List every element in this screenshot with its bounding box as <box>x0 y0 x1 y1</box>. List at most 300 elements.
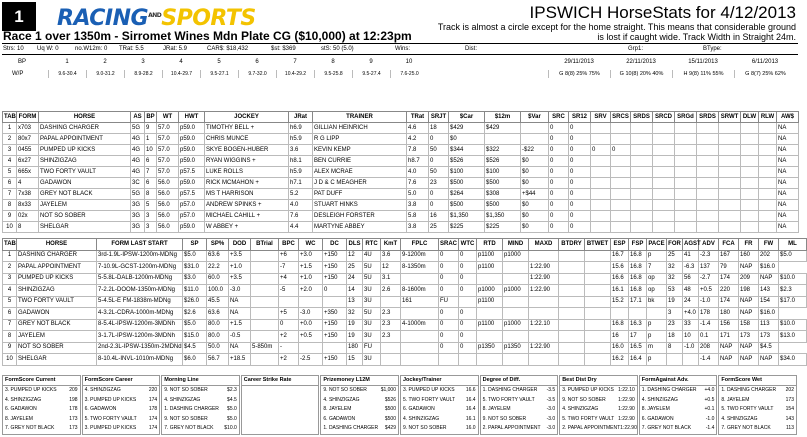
table-cell: TWO FORTY VAULT <box>39 167 131 178</box>
summary-header: Best Dist Dry <box>560 376 637 386</box>
table-cell: 1:22.90 <box>529 342 559 354</box>
table-cell <box>251 331 279 343</box>
column-header: DLS <box>347 239 363 251</box>
stats-item: Grp1: <box>628 46 644 52</box>
table-cell: 56 <box>683 273 699 285</box>
table-cell: NA <box>777 211 799 222</box>
form-row <box>3 273 807 285</box>
table-cell: $429 <box>449 123 485 134</box>
summary-header: FormScore Wet <box>719 376 796 386</box>
table-cell <box>521 123 549 134</box>
column-header: MAXD <box>529 239 559 251</box>
table-cell: 3rd-1.9L-IPSW-1200m-MDNg <box>97 250 183 262</box>
summary-horse: 3. PUMPED UP KICKS <box>403 387 455 393</box>
table-cell: FU <box>363 342 381 354</box>
column-header: SRV <box>591 112 611 123</box>
table-cell: 32 <box>667 273 683 285</box>
bp-val: 9.7-32.0 <box>238 70 276 78</box>
table-cell <box>485 134 521 145</box>
table-cell: NA <box>229 308 251 320</box>
table-cell <box>697 222 719 233</box>
summary-entry <box>3 424 80 434</box>
table-cell: 56.0 <box>157 178 179 189</box>
table-cell: R G LIPP <box>313 134 407 145</box>
table-cell: +18.5 <box>229 354 251 366</box>
table-cell: +2 <box>279 354 299 366</box>
table-cell: GADAWON <box>39 178 131 189</box>
table-cell: +4 <box>279 273 299 285</box>
summary-entry <box>401 396 478 406</box>
summary-header: Degree of Diff. <box>481 376 558 386</box>
table-cell: 3 <box>3 273 17 285</box>
table-cell: 10 <box>3 222 17 233</box>
table-cell: 16.0 <box>611 342 629 354</box>
table-cell: 8-10.4L-INVL-1010m-MDNg <box>97 354 183 366</box>
summary-value: +0.1 <box>704 406 715 412</box>
table-cell <box>741 211 759 222</box>
table-cell <box>697 211 719 222</box>
bp-val: 9.5-27.4 <box>352 70 390 78</box>
table-cell: 2.3 <box>381 319 401 331</box>
table-cell: 5-850m <box>251 342 279 354</box>
table-cell <box>611 156 631 167</box>
table-cell: h8.1 <box>289 156 313 167</box>
summary-horse: 9. NOT SO SOBER <box>323 387 367 393</box>
meeting-date: 15/11/2013 <box>688 59 718 65</box>
table-cell: 3 <box>3 145 17 156</box>
table-cell: 5.0 <box>407 189 429 200</box>
table-cell: p57.5 <box>179 189 205 200</box>
table-cell <box>675 134 697 145</box>
table-cell <box>741 145 759 156</box>
stats-item: $st: $369 <box>271 46 296 52</box>
table-cell <box>675 156 697 167</box>
table-cell: 41 <box>683 250 699 262</box>
meeting-stat: G 8(7) 25% 62% <box>734 70 796 78</box>
table-cell: NAP <box>719 354 739 366</box>
table-cell: 8x33 <box>17 200 39 211</box>
table-cell <box>629 308 647 320</box>
table-cell <box>741 123 759 134</box>
table-cell: 174 <box>719 273 739 285</box>
form-row <box>3 285 807 297</box>
barrier-position-block <box>2 56 432 80</box>
summary-column <box>400 375 479 435</box>
table-cell: 167 <box>719 250 739 262</box>
table-cell: MS T HARRISON <box>205 189 289 200</box>
table-cell: 4G <box>131 145 145 156</box>
table-cell: +2.0 <box>299 285 323 297</box>
column-header: BTDRY <box>559 239 585 251</box>
table-cell: -1.4 <box>699 354 719 366</box>
summary-value: $526 <box>384 396 396 403</box>
bp-val: 9.5-25.8 <box>314 70 352 78</box>
column-header: TAB <box>3 112 17 123</box>
table-cell: +150 <box>323 273 347 285</box>
table-cell: PAPAL APPOINTMENT <box>17 262 97 274</box>
column-header: JOCKEY <box>205 112 289 123</box>
table-cell <box>585 273 611 285</box>
table-cell <box>611 200 631 211</box>
column-header: DLW <box>741 112 759 123</box>
summary-entry <box>321 415 398 425</box>
table-cell: $2.6 <box>183 308 207 320</box>
summary-horse: 4. SHINZIGZAG <box>323 396 360 403</box>
table-cell: 3G <box>131 200 145 211</box>
table-cell <box>631 156 653 167</box>
table-cell: JAYELEM <box>17 331 97 343</box>
summary-horse: 4. SHINZIGZAG <box>721 415 758 422</box>
summary-horse: 9. NOT SO SOBER <box>164 415 208 422</box>
table-cell: $0 <box>521 167 549 178</box>
table-cell: 173 <box>739 331 759 343</box>
table-cell: 198 <box>739 285 759 297</box>
table-cell: TIMOTHY BELL + <box>205 123 289 134</box>
table-cell: CHRIS MUNCE <box>205 134 289 145</box>
horse-row <box>3 211 799 222</box>
table-cell: 3U <box>363 354 381 366</box>
column-header: PACE <box>647 239 667 251</box>
table-cell: $5.0 <box>183 250 207 262</box>
summary-entry <box>481 415 558 425</box>
meeting-stat: G 8(8) 25% 75% <box>548 70 610 78</box>
table-cell: -1.0 <box>683 342 699 354</box>
table-cell: 0 <box>549 145 569 156</box>
table-cell: p59.0 <box>179 178 205 189</box>
table-cell: 1:22.90 <box>529 262 559 274</box>
table-cell: h7.1 <box>289 178 313 189</box>
stats-item: TRat: 5.5 <box>119 46 144 52</box>
summary-entry <box>83 396 160 406</box>
summary-horse: 2. PAPAL APPOINTMENT <box>562 425 621 431</box>
table-cell: 53 <box>667 285 683 297</box>
table-cell <box>503 262 529 274</box>
column-header: WC <box>299 239 323 251</box>
table-cell: 25 <box>667 250 683 262</box>
form-row <box>3 354 807 366</box>
table-cell <box>251 273 279 285</box>
table-cell <box>459 296 477 308</box>
table-cell: 24 <box>683 296 699 308</box>
table-cell: 0 <box>429 189 449 200</box>
table-cell: -5 <box>279 285 299 297</box>
table-cell: 19 <box>347 319 363 331</box>
table-cell <box>323 342 347 354</box>
table-cell: 4-3.2L-CDRA-1000m-MDNg <box>97 308 183 320</box>
bp-val: 10.4-29.2 <box>276 70 314 78</box>
table-cell: RICK MCMAHON + <box>205 178 289 189</box>
table-cell: 1:22.90 <box>529 273 559 285</box>
meeting-date: 22/11/2013 <box>626 59 656 65</box>
bp-val: 8.9-28.2 <box>124 70 162 78</box>
table-cell: $322 <box>485 145 521 156</box>
table-cell: 7-10.9L-GCST-1200m-MDNg <box>97 262 183 274</box>
bp-col: 2 <box>103 59 107 65</box>
table-cell <box>585 308 611 320</box>
summary-value: 174 <box>148 396 158 403</box>
table-cell <box>559 273 585 285</box>
table-cell: 4U <box>363 250 381 262</box>
table-cell <box>591 211 611 222</box>
table-cell: 48 <box>683 285 699 297</box>
table-cell: NA <box>229 296 251 308</box>
bp-col: 3 <box>141 59 145 65</box>
table-cell: 2nd-2.3L-IPSW-1350m-2MDNd <box>97 342 183 354</box>
bp-val: 10.4-29.7 <box>162 70 200 78</box>
table-cell: 32 <box>347 308 363 320</box>
table-cell: 7.6 <box>289 211 313 222</box>
table-cell <box>697 134 719 145</box>
table-cell: -2.5 <box>299 354 323 366</box>
summary-horse: 5. TWO FORTY VAULT <box>403 396 456 403</box>
table-cell: 3.1 <box>381 273 401 285</box>
table-cell: NA <box>777 145 799 156</box>
form-row <box>3 342 807 354</box>
table-cell: $26.0 <box>183 296 207 308</box>
column-header: FORM LAST START <box>97 239 183 251</box>
table-cell <box>559 342 585 354</box>
table-cell <box>759 211 777 222</box>
table-cell: NAP <box>739 342 759 354</box>
summary-horse: 3. PUMPED UP KICKS <box>5 387 57 393</box>
column-header: MIND <box>503 239 529 251</box>
summary-value: -3.0 <box>546 406 556 412</box>
summary-column <box>480 375 559 435</box>
table-cell: 202 <box>759 250 779 262</box>
table-cell <box>559 354 585 366</box>
table-cell: $100 <box>449 167 485 178</box>
table-cell: NOT SO SOBER <box>17 342 97 354</box>
table-cell: +150 <box>323 354 347 366</box>
table-cell: 143 <box>759 285 779 297</box>
table-cell <box>675 123 697 134</box>
table-cell: 0 <box>569 123 591 134</box>
table-cell: 137 <box>699 262 719 274</box>
table-cell: PAT DUFF <box>313 189 407 200</box>
column-header: FW <box>759 239 779 251</box>
page-title: IPSWICH HorseStats for 4/12/2013 <box>529 3 796 22</box>
table-cell: 0 <box>549 211 569 222</box>
table-cell <box>559 319 585 331</box>
table-cell <box>559 285 585 297</box>
column-header: SRJT <box>429 112 449 123</box>
table-cell: 56.7 <box>207 354 229 366</box>
table-cell: 220 <box>719 285 739 297</box>
summary-entry <box>3 415 80 425</box>
column-header: SRCD <box>653 112 675 123</box>
column-header: SRGd <box>675 112 697 123</box>
table-cell: $500 <box>485 200 521 211</box>
table-cell: NAP <box>739 296 759 308</box>
table-cell: 5.2 <box>289 189 313 200</box>
table-cell: 0455 <box>17 145 39 156</box>
summary-header: Jockey/Trainer <box>401 376 478 386</box>
summary-value: 16.6 <box>465 387 476 393</box>
table-cell: 7 <box>3 319 17 331</box>
table-cell: 8 <box>145 189 157 200</box>
table-cell: 208 <box>699 342 719 354</box>
table-cell <box>697 189 719 200</box>
table-cell <box>251 319 279 331</box>
table-cell: 23 <box>429 178 449 189</box>
table-cell: 7x38 <box>17 189 39 200</box>
table-cell <box>653 123 675 134</box>
table-cell: +1.0 <box>299 273 323 285</box>
table-cell <box>653 211 675 222</box>
table-cell: 50 <box>429 145 449 156</box>
table-cell: 4.4 <box>289 222 313 233</box>
table-cell <box>591 178 611 189</box>
table-cell: 0 <box>549 200 569 211</box>
table-cell: +350 <box>323 308 347 320</box>
summary-entry <box>321 405 398 415</box>
table-cell: 0 <box>459 342 477 354</box>
table-cell <box>381 342 401 354</box>
summary-value: -3.5 <box>546 396 556 403</box>
table-cell <box>653 145 675 156</box>
summary-horse: 5. TWO FORTY VAULT <box>721 406 774 412</box>
table-cell: 17 <box>629 331 647 343</box>
table-cell: $100 <box>485 167 521 178</box>
column-header: FR <box>739 239 759 251</box>
column-header: AGST <box>683 239 699 251</box>
bp-col: 6 <box>255 59 259 65</box>
table-cell: -0.5 <box>229 331 251 343</box>
column-header: BTWET <box>585 239 611 251</box>
table-cell: 79 <box>719 262 739 274</box>
column-header: DOD <box>229 239 251 251</box>
table-cell <box>719 178 741 189</box>
table-cell: KEVIN KEMP <box>313 145 407 156</box>
table-cell: MARTYNE ABBEY <box>313 222 407 233</box>
column-header: DC <box>323 239 347 251</box>
table-cell: $264 <box>449 189 485 200</box>
column-header: SRC <box>549 112 569 123</box>
summary-horse: 9. NOT SO SOBER <box>562 396 606 403</box>
summary-horse: 1. DASHING CHARGER <box>482 387 538 393</box>
table-cell: SHINZIGZAG <box>39 156 131 167</box>
summary-header: FormScore Career <box>83 376 160 386</box>
bp-val: 7.6-25.0 <box>390 70 428 78</box>
table-cell: NAP <box>739 308 759 320</box>
table-header-row <box>3 112 799 123</box>
meeting-stat: H 9(8) 11% 55% <box>672 70 734 78</box>
table-cell <box>477 308 503 320</box>
table-cell <box>251 308 279 320</box>
table-cell: 8 <box>3 331 17 343</box>
table-cell: $225 <box>449 222 485 233</box>
horse-row <box>3 156 799 167</box>
table-cell: $0 <box>521 178 549 189</box>
table-cell: NA <box>777 189 799 200</box>
stats-item: Uq W: 0 <box>37 46 59 52</box>
table-cell: 0 <box>569 200 591 211</box>
table-cell <box>251 285 279 297</box>
column-header: $12m <box>485 112 521 123</box>
table-cell: 80.0 <box>207 319 229 331</box>
summary-entry <box>481 405 558 415</box>
table-cell: 5U <box>363 273 381 285</box>
table-cell <box>667 354 683 366</box>
summary-entry <box>719 415 796 425</box>
table-cell: - <box>279 342 299 354</box>
table-cell: $0 <box>449 134 485 145</box>
table-cell <box>653 222 675 233</box>
table-cell: 3.6 <box>381 250 401 262</box>
table-cell: 6 <box>3 308 17 320</box>
table-cell: 4.0 <box>289 200 313 211</box>
table-cell: +1.5 <box>299 262 323 274</box>
table-cell: 0 <box>569 167 591 178</box>
column-header: ESP <box>611 239 629 251</box>
summary-entry <box>162 396 239 406</box>
table-cell: 0.1 <box>699 331 719 343</box>
table-cell: $17.0 <box>779 296 807 308</box>
table-cell: 16.6 <box>611 273 629 285</box>
summary-entry <box>640 424 717 434</box>
table-cell <box>529 354 559 366</box>
table-cell: $11.0 <box>183 285 207 297</box>
table-cell: $526 <box>449 156 485 167</box>
table-cell: p59.0 <box>179 145 205 156</box>
summary-horse: 1. DASHING CHARGER <box>641 387 697 393</box>
table-cell: 0 <box>439 342 459 354</box>
table-cell <box>759 145 777 156</box>
table-cell <box>741 222 759 233</box>
table-cell: p <box>647 354 667 366</box>
table-cell <box>675 189 697 200</box>
table-cell <box>611 222 631 233</box>
column-header: RTC <box>363 239 381 251</box>
table-cell: 1 <box>145 134 157 145</box>
table-cell <box>653 200 675 211</box>
table-cell: 3.6 <box>289 145 313 156</box>
summary-value: 16.4 <box>465 396 476 403</box>
table-cell: 1 <box>3 250 17 262</box>
summary-entry <box>640 396 717 406</box>
column-header: HORSE <box>17 239 97 251</box>
table-cell: p1100 <box>477 250 503 262</box>
table-cell: PAPAL APPOINTMENT <box>39 134 131 145</box>
table-cell: $10.0 <box>779 273 807 285</box>
summary-horse: 4. SHINZIGZAG <box>562 406 599 412</box>
table-cell <box>719 145 741 156</box>
table-cell: 1:22.90 <box>529 285 559 297</box>
column-header: TRat <box>407 112 429 123</box>
table-cell: op <box>647 273 667 285</box>
summary-value: 1:22.90 <box>618 406 635 412</box>
table-cell: $6.0 <box>183 354 207 366</box>
table-cell: 0 <box>429 156 449 167</box>
table-cell: SHELGAR <box>17 354 97 366</box>
table-cell <box>529 250 559 262</box>
table-cell: 22.2 <box>207 262 229 274</box>
table-cell: 0 <box>611 145 631 156</box>
summary-entry <box>321 386 398 396</box>
table-cell <box>719 123 741 134</box>
summary-entry <box>719 396 796 406</box>
meeting-date: 29/11/2013 <box>564 59 594 65</box>
table-cell: 6x27 <box>17 156 39 167</box>
summary-horse: 1. DASHING CHARGER <box>721 387 777 393</box>
summary-value: 1:22.90 <box>618 396 635 403</box>
table-cell <box>719 156 741 167</box>
table-cell: op <box>647 285 667 297</box>
table-cell: NAP <box>759 354 779 366</box>
table-cell <box>585 319 611 331</box>
table-cell <box>653 167 675 178</box>
table-cell: 0 <box>549 167 569 178</box>
